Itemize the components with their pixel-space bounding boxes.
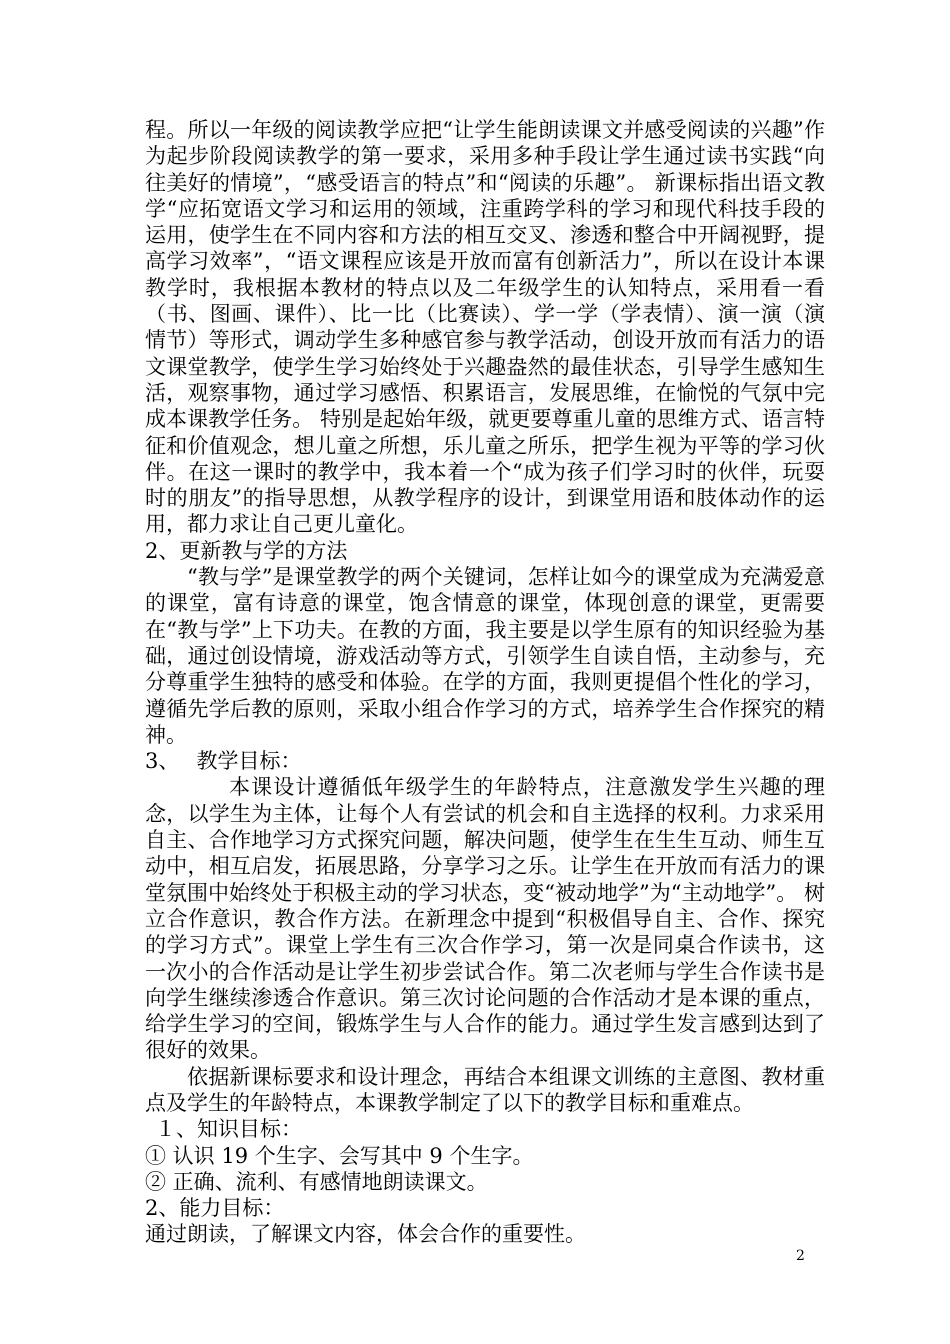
page-number: 2: [796, 1248, 805, 1264]
heading-knowledge-goals: １、知识目标：: [155, 1117, 302, 1142]
list-item-knowledge-goal-1: ① 认识 19 个生字、会写其中 9 个生字。: [145, 1143, 534, 1168]
paragraph-goal-basis: 依据新课标要求和设计理念，再结合本组课文训练的主意图、教材重点及学生的年龄特点，本课教学制定了以下的教学目标和重难点。: [145, 1064, 825, 1115]
paragraph-teaching-goals: 本课设计遵循低年级学生的年龄特点，注意激发学生兴趣的理念，以学生为主体，让每个人有尝试的机会和自主选择的权利。力求采用自主、合作地学习方式探究问题，解决问题，使学生在生生互动、师生互动中，相互启发，拓展思路，分享学习之乐。让学生在开放而有活力的课堂氛围中始终处于积极主动的学习状态，变“被动地学”为“主动地学”。 树立合作意识，教合作方法。在新理念中提到“积极倡导自主、合作、探究的学习方式”。课堂上学生有三次合作学习，第一次是同桌合作读书，这一次小的合作活动是让学生初步尝试合作。第二次老师与学生合作读书是向学生继续渗透合作意识。第三次讨论问题的合作活动才是本课的重点，给学生学习的空间，锻炼学生与人合作的能力。通过学生发言感到达到了很好的效果。: [145, 775, 825, 1063]
heading-teaching-methods: 2、更新教与学的方法: [145, 538, 348, 563]
paragraph-ability-goal: 通过朗读，了解课文内容，体会合作的重要性。: [145, 1222, 586, 1247]
heading-teaching-goals: 3、 教学目标：: [145, 749, 302, 774]
paragraph-teaching-methods: “教与学”是课堂教学的两个关键词，怎样让如今的课堂成为充满爱意的课堂，富有诗意的课堂，饱含情意的课堂，体现创意的课堂，更需要在“教与学”上下功夫。在教的方面，我主要是以学生原有的知识经验为基础，通过创设情境，游戏活动等方式，引领学生自读自悟，主动参与，充分尊重学生独特的感受和体验。在学的方面，我则更提倡个性化的学习，遵循先学后教的原则，采取小组合作学习的方式，培养学生合作探究的精神。: [145, 565, 825, 747]
document-body: [145, 117, 825, 1248]
paragraph-teaching-philosophy: 程。所以一年级的阅读教学应把“让学生能朗读课文并感受阅读的兴趣”作为起步阶段阅读教学的第一要求，采用多种手段让学生通过读书实践“向往美好的情境”，“感受语言的特点”和“阅读的乐趣”。 新课标指出语文教学“应拓宽语文学习和运用的领域，注重跨学科的学习和现代科技手段的运用，使学生在不同内容和方法的相互交叉、渗透和整合中开阔视野，提高学习效率”，“语文课程应该是开放而富有创新活力”，所以在设计本课教学时，我根据本教材的特点以及二年级学生的认知特点，采用看一看（书、图画、课件）、比一比（比赛读）、学一学（学表情）、演一演（演情节）等形式，调动学生多种感官参与教学活动，创设开放而有活力的语文课堂教学，使学生学习始终处于兴趣盎然的最佳状态，引导学生感知生活，观察事物，通过学习感悟、积累语言，发展思维，在愉悦的气氛中完成本课教学任务。 特别是起始年级，就更要尊重儿童的思维方式、语言特征和价值观念，想儿童之所想，乐儿童之所乐，把学生视为平等的学习伙伴。在这一课时的教学中，我本着一个“成为孩子们学习时的伙伴，玩耍时的朋友”的指导思想，从教学程序的设计，到课堂用语和肢体动作的运用，都力求让自己更儿童化。: [145, 118, 825, 537]
heading-ability-goals: 2、能力目标：: [145, 1196, 285, 1221]
list-item-knowledge-goal-2: ② 正确、流利、有感情地朗读课文。: [145, 1169, 488, 1194]
